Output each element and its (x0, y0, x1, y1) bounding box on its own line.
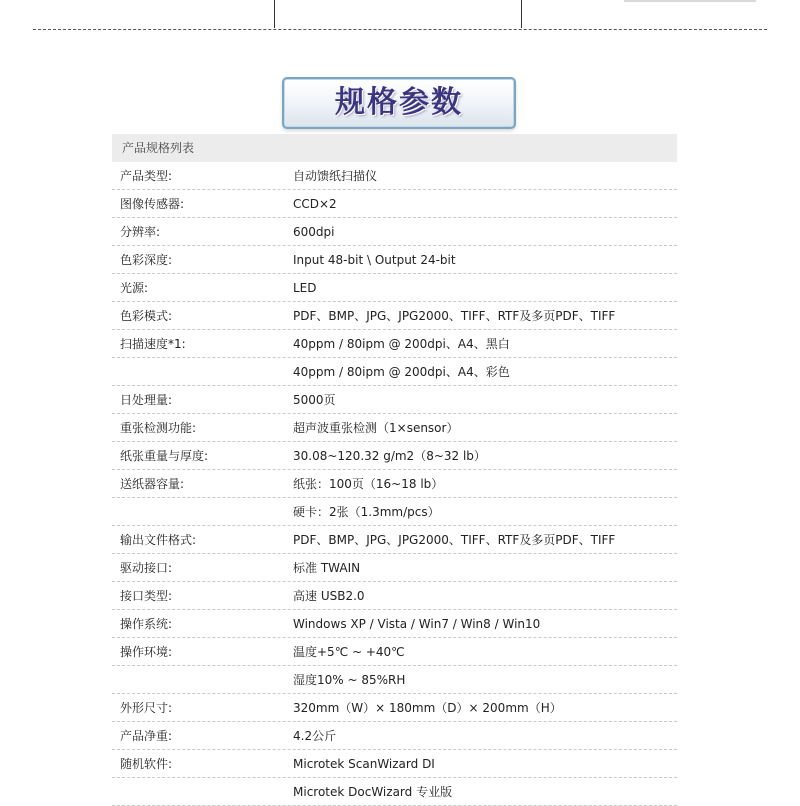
spec-row (112, 582, 677, 610)
spec-row (112, 638, 677, 666)
spec-label: 产品类型: (120, 169, 173, 183)
spec-value: CCD×2 (293, 197, 337, 211)
spec-row (112, 302, 677, 330)
spec-value: Microtek DocWizard 专业版 (293, 785, 453, 799)
spec-row (112, 722, 677, 750)
table-divider (521, 0, 522, 28)
spec-table (112, 134, 677, 806)
spec-label: 重张检测功能: (120, 421, 197, 435)
spec-row (112, 470, 677, 498)
spec-label: 输出文件格式: (120, 533, 197, 547)
spec-value: Windows XP / Vista / Win7 / Win8 / Win10 (293, 617, 541, 631)
spec-row (112, 666, 677, 694)
spec-label: 外形尺寸: (120, 701, 173, 715)
spec-row (112, 386, 677, 414)
spec-row (112, 162, 677, 190)
spec-label: 分辨率: (120, 225, 161, 239)
table-divider (274, 0, 275, 28)
spec-label: 驱动接口: (120, 561, 173, 575)
spec-label: 纸张重量与厚度: (120, 449, 209, 463)
spec-value: 温度+5℃ ~ +40℃ (293, 645, 405, 659)
spec-value: 硬卡：2张（1.3mm/pcs） (293, 505, 440, 519)
section-title: 规格参数 (335, 85, 463, 120)
spec-row (112, 778, 677, 806)
spec-value: 40ppm / 80ipm @ 200dpi、A4、黑白 (293, 337, 510, 351)
spec-row (112, 498, 677, 526)
spec-row (112, 358, 677, 386)
spec-value: 320mm（W）× 180mm（D）× 200mm（H） (293, 701, 562, 715)
spec-label: 操作系统: (120, 617, 173, 631)
spec-value: 5000页 (293, 393, 336, 407)
spec-value: PDF、BMP、JPG、JPG2000、TIFF、RTF及多页PDF、TIFF (293, 309, 616, 323)
spec-label: 图像传感器: (120, 197, 185, 211)
spec-row (112, 190, 677, 218)
spec-label: 随机软件: (120, 757, 173, 771)
spec-row (112, 218, 677, 246)
top-mark (624, 0, 756, 2)
spec-label: 色彩模式: (120, 309, 173, 323)
spec-label: 日处理量: (120, 393, 173, 407)
spec-label: 扫描速度*1: (120, 337, 186, 351)
spec-value: 600dpi (293, 225, 335, 239)
spec-label: 送纸器容量: (120, 477, 185, 491)
spec-label: 光源: (120, 281, 149, 295)
spec-value: 标准 TWAIN (293, 561, 361, 575)
section-banner (282, 77, 516, 129)
spec-table-header: 产品规格列表 (112, 134, 677, 162)
spec-row (112, 610, 677, 638)
spec-row (112, 442, 677, 470)
spec-label: 操作环境: (120, 645, 173, 659)
spec-value: 4.2公斤 (293, 729, 337, 743)
spec-row (112, 414, 677, 442)
spec-value: PDF、BMP、JPG、JPG2000、TIFF、RTF及多页PDF、TIFF (293, 533, 616, 547)
spec-value: 湿度10% ~ 85%RH (293, 673, 406, 687)
spec-value: LED (293, 281, 317, 295)
spec-row (112, 554, 677, 582)
spec-value: 高速 USB2.0 (293, 589, 365, 603)
dashed-separator (33, 29, 767, 30)
spec-row (112, 694, 677, 722)
spec-value: 40ppm / 80ipm @ 200dpi、A4、彩色 (293, 365, 510, 379)
spec-row (112, 526, 677, 554)
spec-row (112, 750, 677, 778)
spec-row (112, 330, 677, 358)
spec-row (112, 246, 677, 274)
spec-value: Input 48-bit \ Output 24-bit (293, 253, 456, 267)
spec-value: 超声波重张检测（1×sensor） (293, 421, 459, 435)
spec-value: 纸张：100页（16~18 lb） (293, 477, 444, 491)
top-table-fragment (0, 0, 800, 30)
spec-label: 接口类型: (120, 589, 173, 603)
spec-value: Microtek ScanWizard DI (293, 757, 435, 771)
spec-label: 产品净重: (120, 729, 173, 743)
spec-label: 色彩深度: (120, 253, 173, 267)
spec-table-body (112, 162, 677, 806)
spec-value: 30.08~120.32 g/m2（8~32 lb） (293, 449, 486, 463)
spec-value: 自动馈纸扫描仪 (293, 169, 378, 183)
spec-row (112, 274, 677, 302)
